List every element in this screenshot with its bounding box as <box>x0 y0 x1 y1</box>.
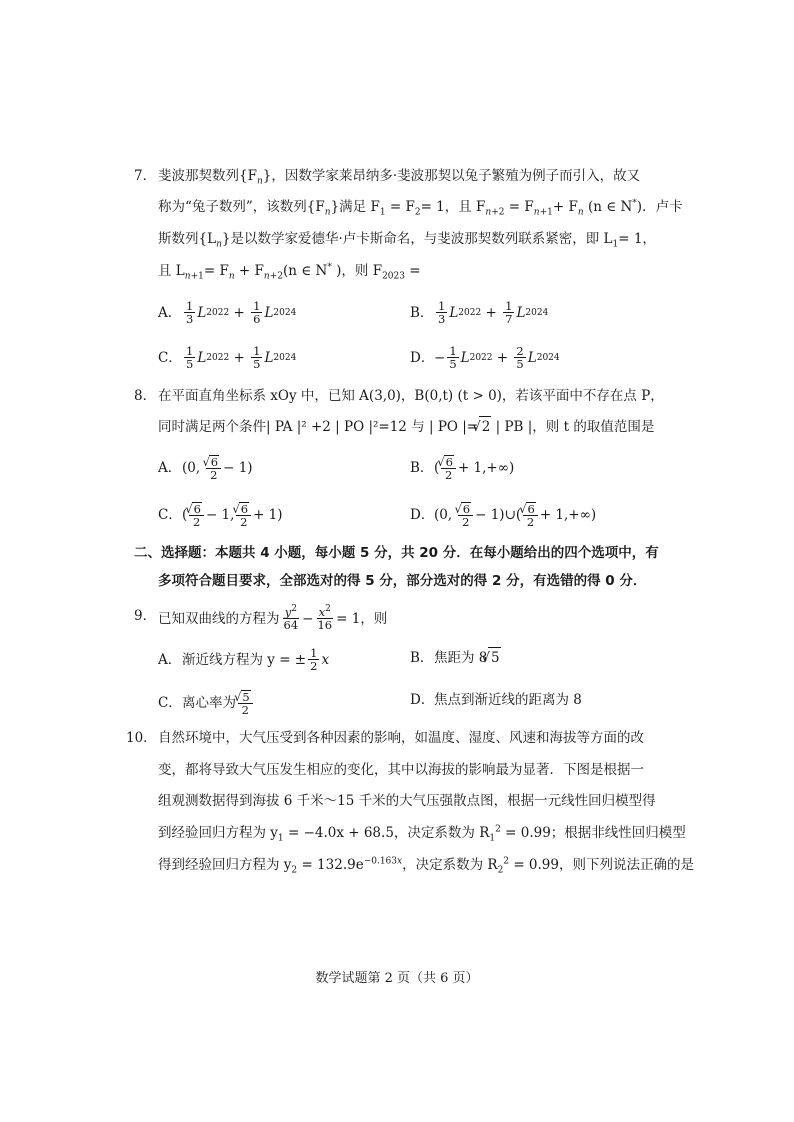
q9-option-c[interactable]: C． 离心率为 √ $\frac{5}{2}$ <box>158 690 255 716</box>
q10-line-3: 组观测数据得到海拔 6 千米～15 千米的大气压强散点图，根据一元线性回归模型得 <box>158 793 656 809</box>
q10-line-4: 到经验回归方程为 $y_1 = -4.0x + 68.5$，决定系数为 $R_1^2 = 0.99$；根据非线性回归模型 <box>158 824 686 844</box>
q7-option-a[interactable]: A． $\frac{1}{3}$ L 2022 + $\frac{1}{6}$ L 2024 <box>158 299 297 326</box>
q8-option-d[interactable]: D． (0, √ $\frac{6}{2}$ − 1)∪( √ $\frac{6}{2}$ + 1,+∞) <box>410 502 596 528</box>
q8-line-1: 在平面直角坐标系 xOy 中，已知 A(3,0)，B(0,t) (t > 0)，若该平面中不存在点 P， <box>158 388 664 404</box>
q8-line-2: 同时满足两个条件| PA |² +2 | PO |²=12 与 | PO |=√ 2 | PB |，则 t 的取值范围是 <box>158 416 654 437</box>
q7-number: 7． <box>134 168 157 184</box>
q8-option-b[interactable]: B． ( √ $\frac{6}{2}$ + 1,+∞) <box>410 455 514 481</box>
q9-option-d[interactable]: D． 焦点到渐近线的距离为 8 <box>410 692 582 708</box>
q7-option-c[interactable]: C． $\frac{1}{5}$ L 2022 + $\frac{1}{5}$ L 2024 <box>158 344 297 371</box>
q9-option-a[interactable]: A． 渐近线方程为 y = ± $\frac{1}{2}$ x <box>158 646 330 673</box>
q10-number: 10． <box>126 730 157 746</box>
q7-option-b[interactable]: B． $\frac{1}{3}$ L 2022 + $\frac{1}{7}$ L 2024 <box>410 299 549 326</box>
q7-line-3: 斯数列$\{L_n\}$是以数学家爱德华·卢卡斯命名，与斐波那契数列联系紧密，即 $L_1= 1$， <box>158 231 656 250</box>
q9-number: 9． <box>134 608 157 624</box>
q7-option-d[interactable]: D． − $\frac{1}{5}$ L 2022 + $\frac{2}{5}$ L 2024 <box>410 344 560 371</box>
q8-option-c[interactable]: C． ( √ $\frac{6}{2}$ − 1, √ $\frac{6}{2}$ + 1) <box>158 502 283 528</box>
q10-line-5: 得到经验回归方程为 $y_2 = 132.9e^{-0.163x}$，决定系数为 $R_2^2 = 0.99$，则下列说法正确的是 <box>158 856 694 876</box>
page-footer: 数学试题第 2 页（共 6 页） <box>315 971 479 986</box>
q10-line-2: 变，都将导致大气压发生相应的变化，其中以海拔的影响最为显著．下图是根据一 <box>158 762 644 778</box>
q8-number: 8． <box>134 388 157 404</box>
q8-option-a[interactable]: A． (0, √ $\frac{6}{2}$ − 1) <box>158 455 253 481</box>
section-2-heading-cont: 多项符合题目要求，全部选对的得 5 分，部分选对的得 2 分，有选错的得 0 分． <box>158 573 647 589</box>
q7-line-2: 称为“兔子数列”，该数列$\{F_n\}$满足 $F_1 = F_2= 1$，且 $F_{n+2} = F_{n+1}+ F_n$ (n ∈ N*)．卢卡 <box>158 198 683 218</box>
section-2-heading: 二、选择题：本题共 4 小题，每小题 5 分，共 20 分．在每小题给出的四个选项中，有 <box>134 545 659 561</box>
q9-line-1: 已知双曲线的方程为 $\frac{y^2}{64}$ − $\frac{x^2}{16}$ = 1，则 <box>158 604 388 632</box>
q10-line-1: 自然环境中，大气压受到各种因素的影响，如温度、湿度、风速和海拔等方面的改 <box>158 730 644 746</box>
q9-option-b[interactable]: B． 焦距为 8 √ 5 <box>410 647 501 668</box>
q7-line-1: 斐波那契数列$\{F_n\}$，因数学家莱昂纳多·斐波那契以兔子繁殖为例子而引入，故又 <box>158 168 641 187</box>
q7-line-4: 且 $L_{n+1}= F_n + F_{n+2}(n$ ∈ N* )，则 $F_{2023}$ = <box>158 262 421 282</box>
